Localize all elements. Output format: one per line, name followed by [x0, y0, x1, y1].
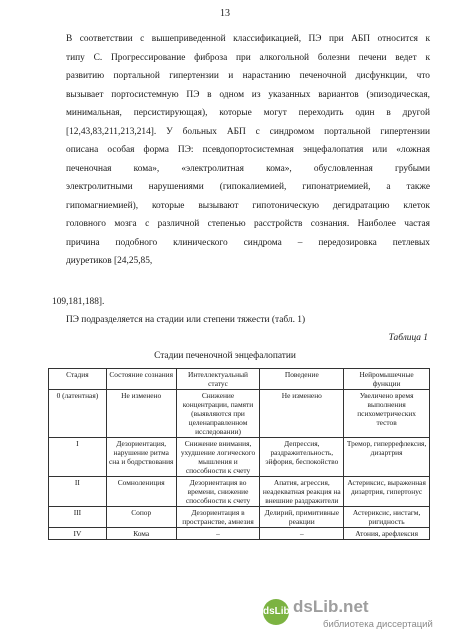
table-cell: Не изменено	[106, 390, 176, 438]
table-cell: III	[49, 507, 107, 528]
body-tail: 109,181,188].	[52, 297, 105, 307]
body-line: минимальная, персистирующая), которые могут переходить один в другой	[66, 108, 430, 118]
body-line: причина подобного клинического синдрома – передозировка петлевых	[66, 237, 430, 248]
body-line: [12,43,83,211,213,214]. У больных АБП с синдромом портальной гипертензии	[66, 126, 430, 137]
table-cell: Увеличено время выполнения психометрических тестов	[344, 390, 430, 438]
table-row	[49, 438, 430, 477]
column-header: Состояние сознания	[106, 369, 176, 390]
body-line: типу С. Прогрессирование фиброза при алкогольной болезни печени ведет к	[66, 52, 430, 63]
table-header-row	[49, 369, 430, 390]
table-caption: Стадии печеночной энцефалопатии	[154, 351, 296, 361]
body-paragraph	[52, 30, 430, 271]
body-line: диуретиков [24,25,85,	[66, 256, 153, 266]
table-cell: –	[260, 528, 344, 540]
body-line: описана особая форма ПЭ: псевдопортосистемная энцефалопатия или «ложная	[66, 145, 430, 155]
table-cell: Дезориентация во времени, снижение способности к счету	[176, 477, 260, 507]
table-cell: Делирий, примитивные реакции	[260, 507, 344, 528]
dslib-logo-icon: dsLib	[263, 599, 289, 625]
body-line: головного мозга с различной степенью расстройств сознания. Наиболее частая	[66, 219, 430, 229]
table-row	[49, 477, 430, 507]
body-line: развитию портальной гипертензии и нарастанию печеночной дисфункции, что	[66, 71, 430, 81]
column-header: Стадия	[49, 369, 107, 390]
table-cell: Не изменено	[260, 390, 344, 438]
table-cell: Дезориентация, нарушение ритма сна и бодрствования	[106, 438, 176, 477]
table-cell: Астериксис, нистагм, ригидность	[344, 507, 430, 528]
table-cell: Депрессия, раздражительность, эйфория, беспокойство	[260, 438, 344, 477]
table-cell: Атония, арефлексия	[344, 528, 430, 540]
table-cell: Снижение концентрации, памяти (выявляются при целенаправленном исследовании)	[176, 390, 260, 438]
table-cell: Сомнолениция	[106, 477, 176, 507]
column-header: Нейромышечные функции	[344, 369, 430, 390]
table-row	[49, 528, 430, 540]
table-cell: IV	[49, 528, 107, 540]
table-cell: Астериксис, выраженная дизартрия, гипертонус	[344, 477, 430, 507]
body-line: В соответствии с вышеприведенной классификацией, ПЭ при АБП относится к	[66, 34, 430, 44]
table-row	[49, 390, 430, 438]
table-cell: Снижение внимания, ухудшение логического мышления и способности к счету	[176, 438, 260, 477]
table-label: Таблица 1	[388, 333, 428, 343]
body-line: гипомагниемией), которые вызывают гипотоническую дегидратацию клеток	[66, 200, 430, 211]
watermark-brand[interactable]: dsLib.net	[293, 597, 369, 616]
body-text	[52, 30, 430, 271]
table-cell: II	[49, 477, 107, 507]
page-number: 13	[220, 8, 230, 19]
table-cell: 0 (латентная)	[49, 390, 107, 438]
body-line: печеночная кома», «электролитная кома», обусловленная грубыми	[66, 163, 430, 174]
body-line: вызывает портосистемную ПЭ в одном из указанных вариантов (эпизодическая,	[66, 89, 430, 100]
table-cell: Сопор	[106, 507, 176, 528]
watermark-tagline: библиотека диссертаций	[323, 619, 433, 630]
column-header: Поведение	[260, 369, 344, 390]
stages-table	[48, 368, 430, 540]
body-line: электролитными нарушениями (гипокалиемией, гипонатриемией, а также	[66, 182, 430, 192]
table-cell: Тремор, гиперрефлексия, дизартрия	[344, 438, 430, 477]
table-cell: I	[49, 438, 107, 477]
table-cell: Кома	[106, 528, 176, 540]
table-row	[49, 507, 430, 528]
column-header: Интеллектуальный статус	[176, 369, 260, 390]
table-intro: ПЭ подразделяется на стадии или степени тяжести (табл. 1)	[66, 315, 306, 325]
table-cell: Дезориентация в пространстве, амнезия	[176, 507, 260, 528]
watermark[interactable]	[263, 597, 438, 633]
table-cell: –	[176, 528, 260, 540]
table-cell: Апатия, агрессия, неадекватная реакция на внешние раздражители	[260, 477, 344, 507]
